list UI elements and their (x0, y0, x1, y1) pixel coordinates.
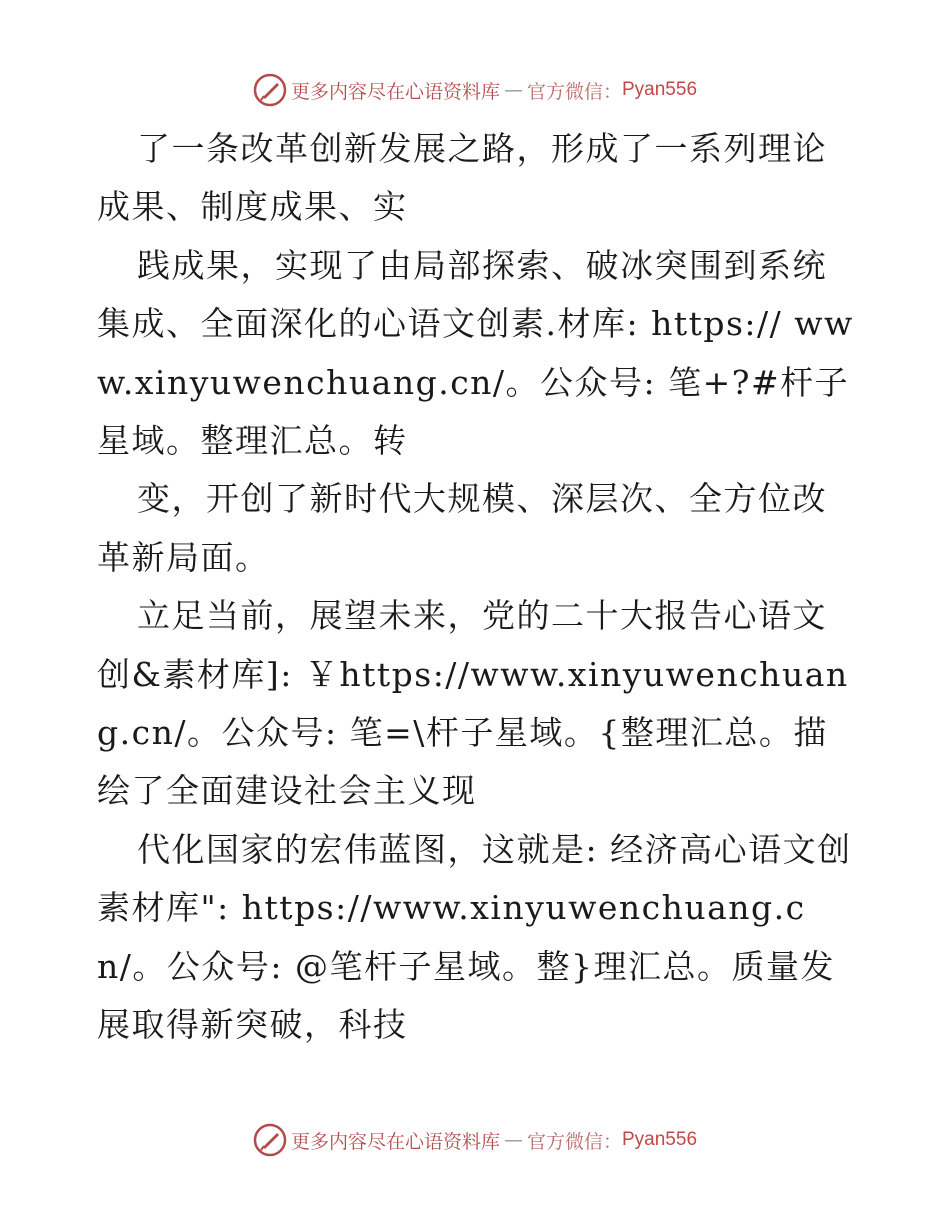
quill-logo-icon (253, 1123, 287, 1157)
footer-banner (0, 1120, 950, 1160)
paragraph: 立足当前，展望未来，党的二十大报告心语文创&素材库]: ￥https://www.xinyuwenchuang.cn/。公众号: 笔=\杆子星域。{整理汇总。描绘了全面建设社会主义现 (97, 596, 849, 811)
footer-banner-dash: — (503, 1129, 523, 1151)
paragraph: 践成果，实现了由局部探索、破冰突围到系统集成、全面深化的心语文创素.材库: https:// www.xinyuwenchuang.cn/。公众号: 笔+?#杆子星域。整理汇总。转 (97, 245, 854, 461)
header-banner-dash: — (503, 79, 523, 101)
header-wechat-label: 官方微信： (526, 80, 622, 103)
footer-wechat-id: Pyan556 (622, 1129, 698, 1150)
footer-wechat-label: 官方微信： (526, 1130, 622, 1153)
header-banner-text: 更多内容尽在心语资料库 (290, 80, 500, 103)
paragraph: 了一条改革创新发展之路，形成了一系列理论成果、制度成果、实 (97, 129, 827, 227)
quill-logo-icon (253, 73, 287, 107)
paragraph: 代化国家的宏伟蓝图，这就是: 经济高心语文创素材库": https://www.xinyuwenchuang.cn/。公众号: @笔杆子星域。整}理汇总。质量发展取得新突破，科技 (97, 829, 852, 1045)
header-wechat-id: Pyan556 (622, 79, 698, 100)
paragraph: 变，开创了新时代大规模、深层次、全方位改革新局面。 (97, 479, 827, 577)
header-banner (0, 70, 950, 110)
document-body (97, 120, 857, 1055)
footer-banner-text: 更多内容尽在心语资料库 (290, 1130, 500, 1153)
